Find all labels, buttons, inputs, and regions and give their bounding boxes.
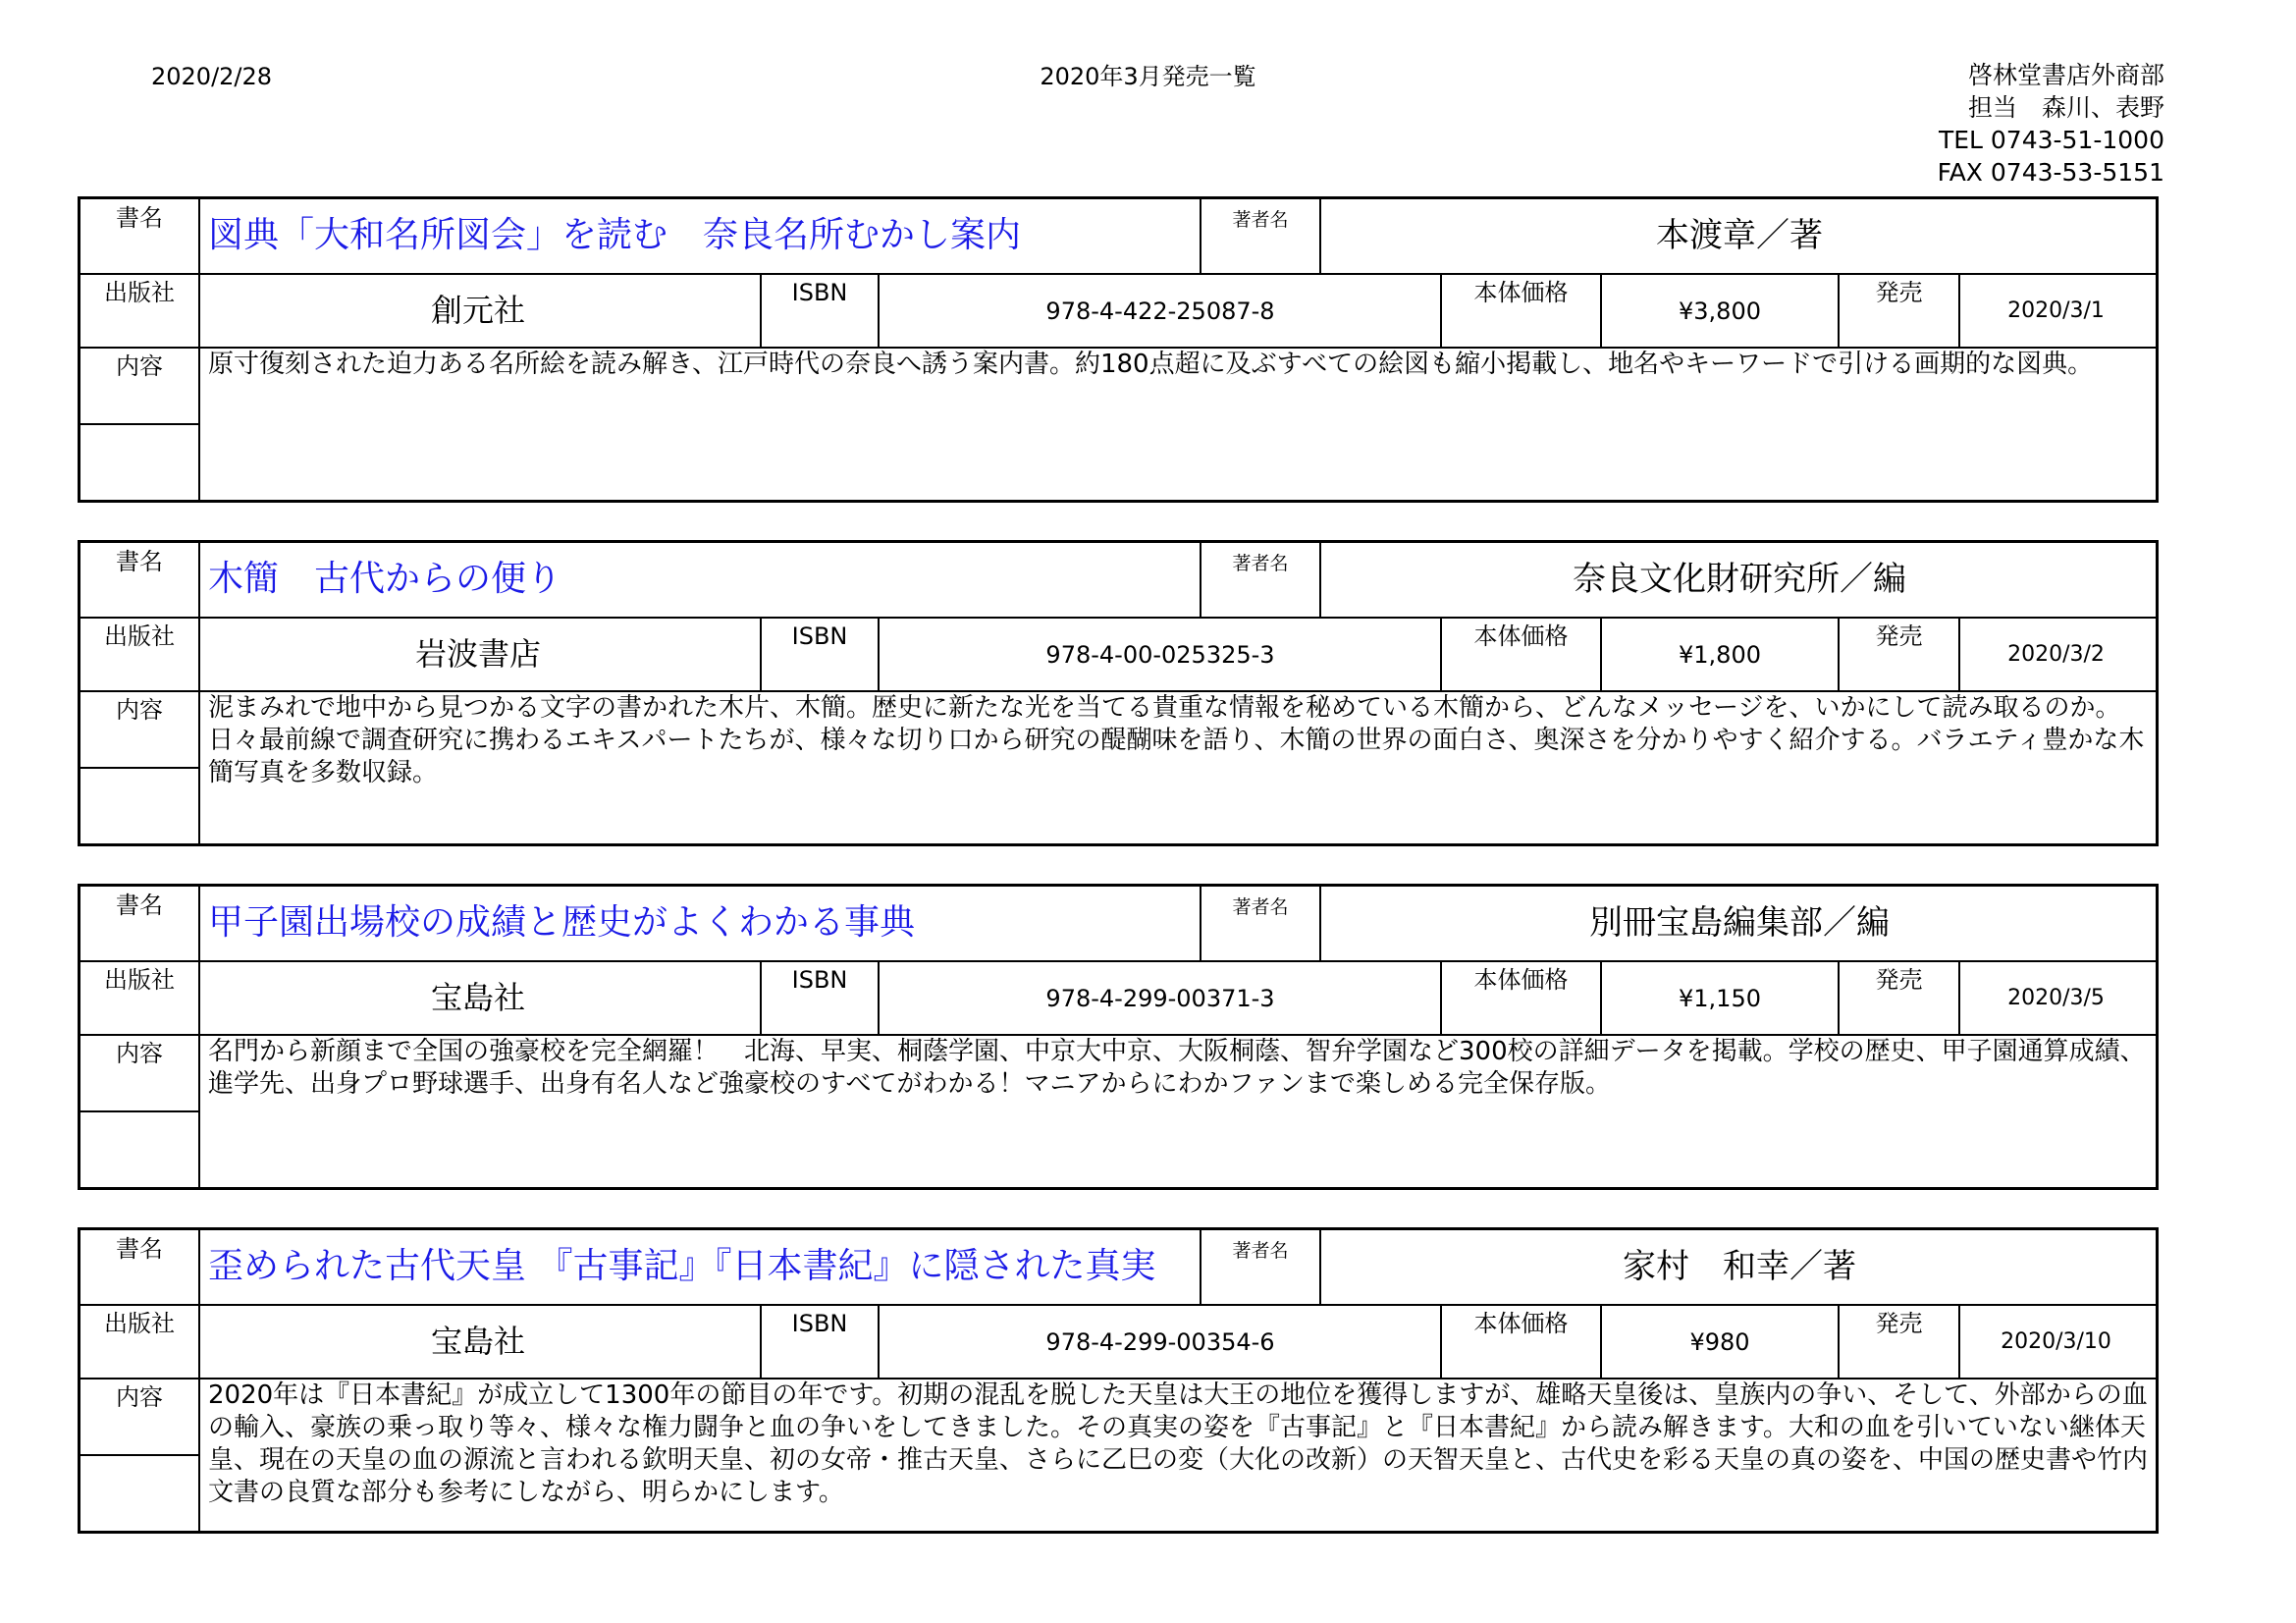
book-author: 家村 和幸／著 <box>1623 1247 1856 1286</box>
book-title: 歪められた古代天皇 『古事記』『日本書紀』に隠された真実 <box>208 1246 1156 1286</box>
isbn-label: ISBN <box>791 622 848 650</box>
release-label: 発売 <box>1875 1310 1923 1337</box>
book-description: 原寸復刻された迫力ある名所絵を読み解き、江戸時代の奈良へ誘う案内書。約180点超に及ぶすべての絵図も縮小掲載し、地名やキーワードで引ける画期的な図典。 <box>208 350 2094 379</box>
book-price: ¥1,150 <box>1679 985 1761 1012</box>
book-description: 2020年は『日本書紀』が成立して1300年の節目の年です。初期の混乱を脱した天皇は大王の地位を獲得しますが、雄略天皇後は、皇族内の争い、そして、外部からの血の輸入、豪族の乗っ取り等々、様々な権力闘争と血の争いをしてきました。その真実の姿を『古事記』と『日本書紀』から読み解きます。大和の血を引いていない継体天皇、現在の天皇の血の源流と言われる欽明天皇、初の女帝・推古天皇、さらに乙巳の変（大化の改新）の天智天皇と、古代史を彩る天皇の真の姿を、中国の歴史書や竹内文書の良質な部分も参考にしながら、明らかにします。 <box>208 1380 2149 1507</box>
store-contact <box>1938 59 2164 189</box>
book-isbn: 978-4-299-00371-3 <box>1045 985 1275 1012</box>
price-label: 本体価格 <box>1473 622 1569 650</box>
store-fax: FAX 0743-53-5151 <box>1937 158 2164 187</box>
book-record <box>78 1227 2159 1534</box>
book-author: 本渡章／著 <box>1656 216 1823 255</box>
author-label: 著者名 <box>1232 209 1289 231</box>
isbn-label: ISBN <box>791 1310 848 1337</box>
price-label: 本体価格 <box>1473 279 1569 306</box>
title-label: 書名 <box>116 548 163 575</box>
book-release-date: 2020/3/1 <box>2007 298 2105 323</box>
author-label: 著者名 <box>1232 896 1289 918</box>
book-author: 奈良文化財研究所／編 <box>1573 560 1906 599</box>
book-record <box>78 884 2159 1190</box>
book-isbn: 978-4-422-25087-8 <box>1045 298 1275 325</box>
document-title: 2020年3月発売一覧 <box>1040 63 1256 90</box>
store-name: 啓林堂書店外商部 <box>1967 61 2164 89</box>
book-publisher: 創元社 <box>430 292 525 329</box>
book-title: 図典「大和名所図会」を読む 奈良名所むかし案内 <box>208 215 1022 255</box>
author-label: 著者名 <box>1232 1240 1289 1262</box>
publisher-label: 出版社 <box>104 622 175 650</box>
release-label: 発売 <box>1875 966 1923 994</box>
isbn-label: ISBN <box>791 966 848 994</box>
book-release-date: 2020/3/2 <box>2007 642 2105 667</box>
book-price: ¥1,800 <box>1679 641 1761 669</box>
title-label: 書名 <box>116 1235 163 1263</box>
book-record <box>78 540 2159 846</box>
publisher-label: 出版社 <box>104 279 175 306</box>
publisher-label: 出版社 <box>104 966 175 994</box>
price-label: 本体価格 <box>1473 1310 1569 1337</box>
book-title: 甲子園出場校の成績と歴史がよくわかる事典 <box>208 902 916 943</box>
release-label: 発売 <box>1875 279 1923 306</box>
book-isbn: 978-4-00-025325-3 <box>1045 641 1275 669</box>
document-date: 2020/2/28 <box>151 63 273 90</box>
content-label: 内容 <box>116 696 163 724</box>
book-publisher: 宝島社 <box>430 1323 525 1360</box>
price-label: 本体価格 <box>1473 966 1569 994</box>
book-price: ¥3,800 <box>1679 298 1761 325</box>
staff-names: 担当 森川、表野 <box>1967 93 2164 122</box>
book-publisher: 岩波書店 <box>414 635 541 673</box>
book-author: 別冊宝島編集部／編 <box>1589 903 1890 943</box>
book-record <box>78 196 2159 503</box>
content-label: 内容 <box>116 1040 163 1067</box>
isbn-label: ISBN <box>791 279 848 306</box>
book-publisher: 宝島社 <box>430 979 525 1016</box>
book-release-date: 2020/3/10 <box>2001 1329 2111 1354</box>
book-price: ¥980 <box>1689 1328 1750 1356</box>
content-label: 内容 <box>116 1383 163 1411</box>
book-description: 名門から新顔まで全国の強豪校を完全網羅！ 北海、早実、桐蔭学園、中京大中京、大阪桐蔭、智弁学園など300校の詳細データを掲載。学校の歴史、甲子園通算成績、進学先、出身プロ野球選手、出身有名人など強豪校のすべてがわかる！マニアからにわかファンまで楽しめる完全保存版。 <box>208 1037 2146 1099</box>
book-isbn: 978-4-299-00354-6 <box>1045 1328 1275 1356</box>
book-title: 木簡 古代からの便り <box>208 559 562 599</box>
book-release-date: 2020/3/5 <box>2007 986 2105 1010</box>
title-label: 書名 <box>116 892 163 919</box>
store-tel: TEL 0743-51-1000 <box>1938 126 2164 154</box>
release-label: 発売 <box>1875 622 1923 650</box>
title-label: 書名 <box>116 204 163 232</box>
content-label: 内容 <box>116 352 163 380</box>
book-description: 泥まみれで地中から見つかる文字の書かれた木片、木簡。歴史に新たな光を当てる貴重な情報を秘めている木簡から、どんなメッセージを、いかにして読み取るのか。日々最前線で調査研究に携わるエキスパートたちが、様々な切り口から研究の醍醐味を語り、木簡の世界の面白さ、奥深さを分かりやすく紹介する。バラエティ豊かな木簡写真を多数収録。 <box>208 693 2145 787</box>
publisher-label: 出版社 <box>104 1310 175 1337</box>
author-label: 著者名 <box>1232 553 1289 574</box>
